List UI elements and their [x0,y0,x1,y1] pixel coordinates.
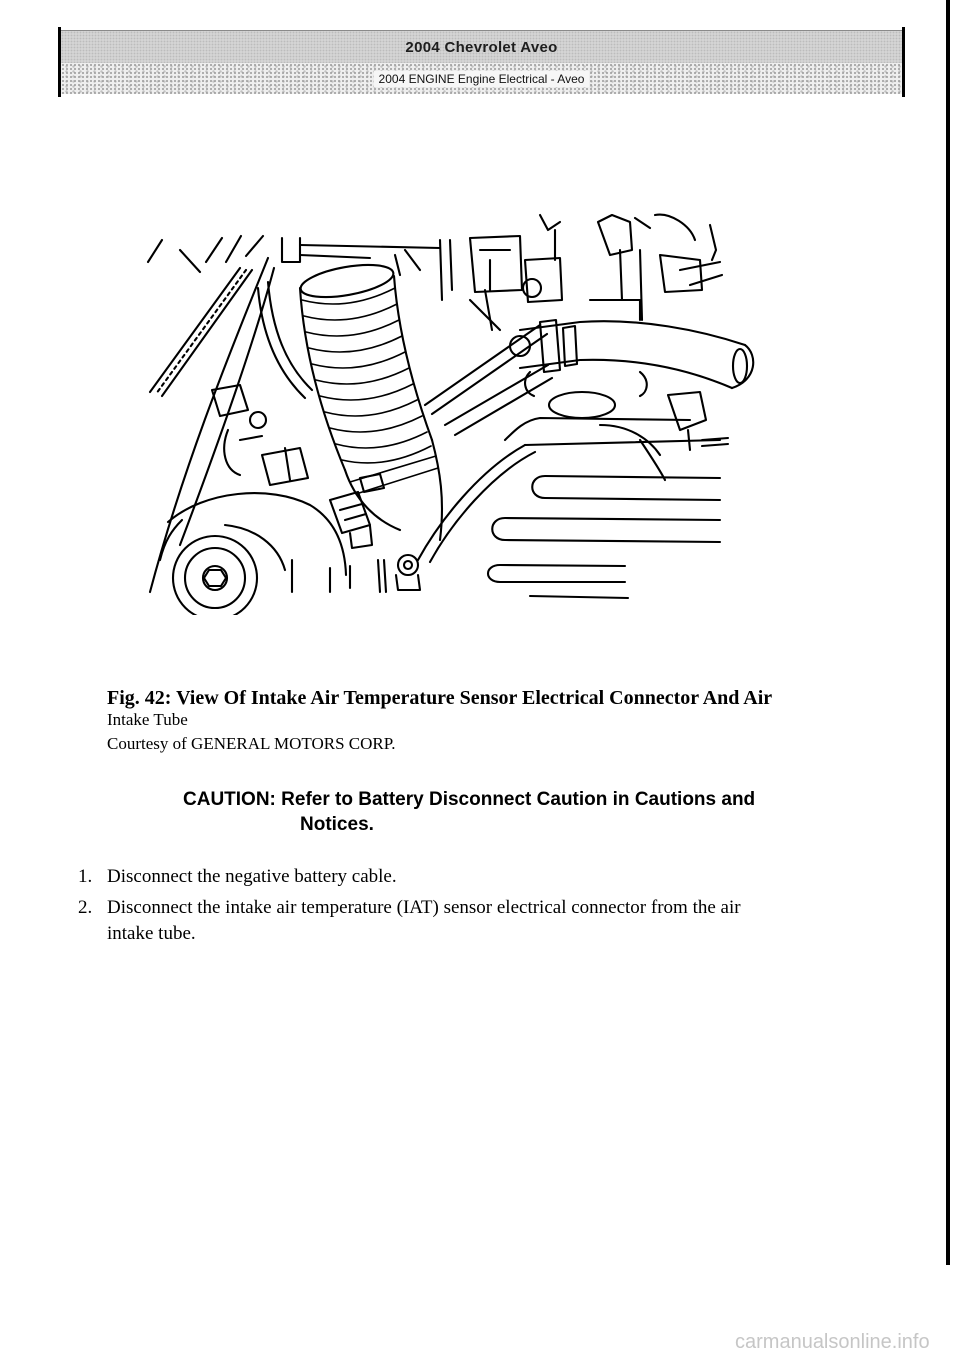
lower-posts [292,560,386,592]
step-2-number: 2. [78,897,93,918]
caution-text: CAUTION: Refer to Battery Disconnect Caution in Cautions and [183,789,756,810]
figure-caption-title: Fig. 42: View Of Intake Air Temperature Sensor Electrical Connector And Air [107,687,773,709]
caution-text-continued: Notices. [300,814,374,835]
engine-cover [418,372,728,598]
crank-pulley [160,493,346,615]
header-subtitle: 2004 ENGINE Engine Electrical - Aveo [374,71,590,87]
step-1-number: 1. [78,866,93,887]
top-components [282,215,722,330]
dipstick-rod [425,325,552,435]
page-header [58,27,905,97]
figure-credit: Courtesy of GENERAL MOTORS CORP. [107,734,396,753]
header-subtitle-band [61,63,902,94]
bolt [396,555,420,590]
header-title: 2004 Chevrolet Aveo [61,30,902,63]
step-2-text: Disconnect the intake air temperature (IAT) sensor electrical connector from the air [107,897,741,918]
page-right-border [946,0,950,1265]
left-hose-and-brackets [212,282,312,485]
upper-hose [510,320,753,388]
figure-caption-title-continued: Intake Tube [107,710,188,729]
intake-air-tube [298,259,442,540]
figure-engine-illustration [140,205,765,615]
step-2-text-continued: intake tube. [107,923,196,944]
watermark: carmanualsonline.info [735,1331,930,1353]
step-1-text: Disconnect the negative battery cable. [107,866,397,887]
